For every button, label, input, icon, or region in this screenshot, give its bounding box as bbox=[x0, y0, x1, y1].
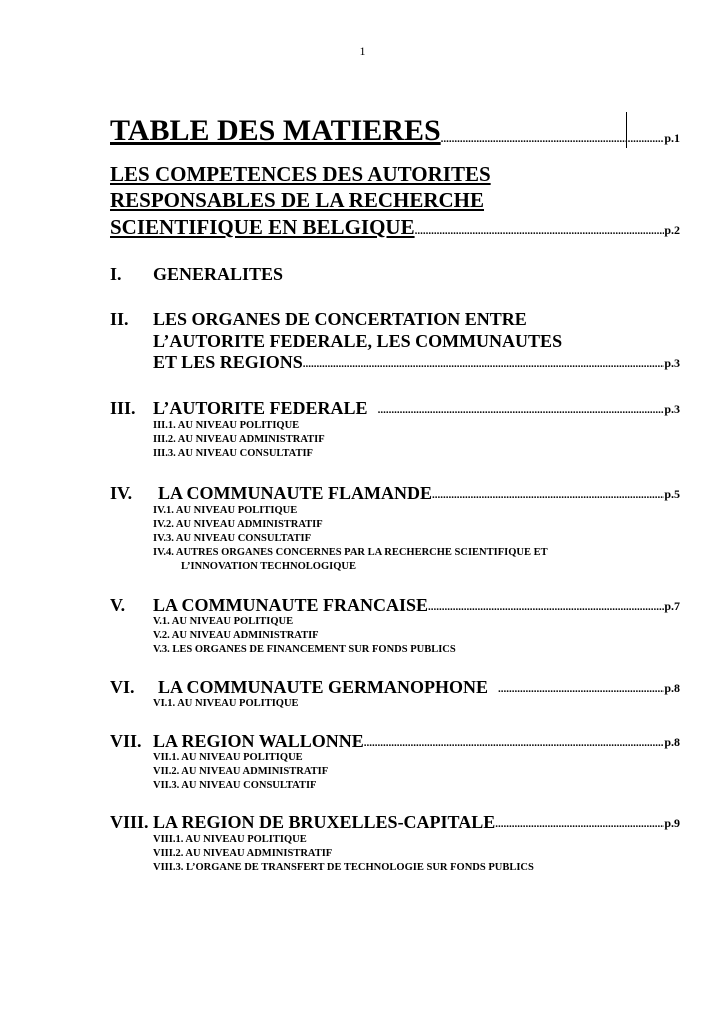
section-title: LA REGION WALLONNE bbox=[153, 731, 364, 751]
section-number: VII. bbox=[110, 731, 142, 751]
section-number: VI. bbox=[110, 677, 135, 697]
subsection: IV.3. AU NIVEAU CONSULTATIF bbox=[153, 533, 312, 544]
page-ref: p.8 bbox=[664, 735, 680, 749]
section-title-line3: ET LES REGIONS bbox=[153, 352, 303, 372]
page-ref: p.3 bbox=[664, 356, 680, 370]
main-heading-line3: SCIENTIFIQUE EN BELGIQUE bbox=[110, 215, 415, 239]
subsection: III.3. AU NIVEAU CONSULTATIF bbox=[153, 448, 313, 459]
section-number: VIII. bbox=[110, 812, 149, 832]
subsection: III.1. AU NIVEAU POLITIQUE bbox=[153, 420, 300, 431]
section-row bbox=[153, 353, 680, 373]
subsection: VII.1. AU NIVEAU POLITIQUE bbox=[153, 752, 303, 763]
subsection: VIII.1. AU NIVEAU POLITIQUE bbox=[153, 834, 307, 845]
section-row bbox=[110, 397, 680, 419]
leader-dots bbox=[498, 684, 664, 698]
page-ref: p.7 bbox=[664, 599, 680, 613]
section-number: II. bbox=[110, 309, 129, 329]
section-title: GENERALITES bbox=[153, 264, 284, 284]
main-heading-line2: RESPONSABLES DE LA RECHERCHE bbox=[110, 188, 485, 212]
subsection: V.1. AU NIVEAU POLITIQUE bbox=[153, 616, 294, 627]
section-row bbox=[110, 730, 680, 752]
main-heading-row bbox=[110, 214, 680, 240]
leader-dots bbox=[428, 602, 664, 616]
section-title: LA REGION DE BRUXELLES-CAPITALE bbox=[153, 812, 496, 832]
page-number: 1 bbox=[359, 44, 366, 58]
subsection: IV.4. AUTRES ORGANES CONCERNES PAR LA RECHERCHE SCIENTIFIQUE ET bbox=[153, 547, 548, 558]
leader-dots bbox=[432, 490, 664, 504]
subsection: V.2. AU NIVEAU ADMINISTRATIF bbox=[153, 630, 319, 641]
subsection: VII.2. AU NIVEAU ADMINISTRATIF bbox=[153, 766, 329, 777]
section-row bbox=[110, 811, 680, 833]
subsection: VIII.3. L’ORGANE DE TRANSFERT DE TECHNOLOGIE SUR FONDS PUBLICS bbox=[153, 862, 534, 873]
toc-title-row bbox=[110, 112, 680, 148]
section-title: L’AUTORITE FEDERALE bbox=[153, 398, 368, 418]
section-number: V. bbox=[110, 595, 126, 615]
main-heading-line1: LES COMPETENCES DES AUTORITES bbox=[110, 162, 491, 186]
leader-dots bbox=[303, 359, 665, 373]
section-title: LA COMMUNAUTE FLAMANDE bbox=[158, 483, 432, 503]
section-row bbox=[110, 482, 680, 504]
section-title: LA COMMUNAUTE FRANCAISE bbox=[153, 595, 429, 615]
subsection: V.3. LES ORGANES DE FINANCEMENT SUR FONDS PUBLICS bbox=[153, 644, 456, 655]
page-ref: p.9 bbox=[664, 816, 680, 830]
subsection: IV.1. AU NIVEAU POLITIQUE bbox=[153, 505, 298, 516]
leader-dots bbox=[364, 738, 665, 752]
subsection-continuation: L’INNOVATION TECHNOLOGIQUE bbox=[181, 561, 356, 572]
subsection: III.2. AU NIVEAU ADMINISTRATIF bbox=[153, 434, 325, 445]
text-cursor bbox=[626, 112, 627, 148]
leader-dots bbox=[378, 405, 665, 419]
toc-title: TABLE DES MATIERES bbox=[110, 114, 441, 147]
page-ref: p.2 bbox=[664, 223, 680, 237]
leader-dots bbox=[441, 134, 665, 148]
subsection: VII.3. AU NIVEAU CONSULTATIF bbox=[153, 780, 317, 791]
page-ref: p.5 bbox=[664, 487, 680, 501]
page-ref: p.3 bbox=[664, 402, 680, 416]
page-ref: p.8 bbox=[664, 681, 680, 695]
section-row bbox=[110, 594, 680, 616]
section-number: III. bbox=[110, 398, 136, 418]
section-title-line2: L’AUTORITE FEDERALE, LES COMMUNAUTES bbox=[153, 331, 563, 351]
subsection: VI.1. AU NIVEAU POLITIQUE bbox=[153, 698, 299, 709]
page-ref: p.1 bbox=[664, 131, 680, 145]
subsection: IV.2. AU NIVEAU ADMINISTRATIF bbox=[153, 519, 323, 530]
section-title: LA COMMUNAUTE GERMANOPHONE bbox=[158, 677, 488, 697]
section-row bbox=[110, 676, 680, 698]
leader-dots bbox=[495, 819, 664, 833]
leader-dots bbox=[415, 226, 665, 240]
subsection: VIII.2. AU NIVEAU ADMINISTRATIF bbox=[153, 848, 333, 859]
section-title-line1: LES ORGANES DE CONCERTATION ENTRE bbox=[153, 309, 527, 329]
section-number: I. bbox=[110, 264, 122, 284]
section-number: IV. bbox=[110, 483, 133, 503]
